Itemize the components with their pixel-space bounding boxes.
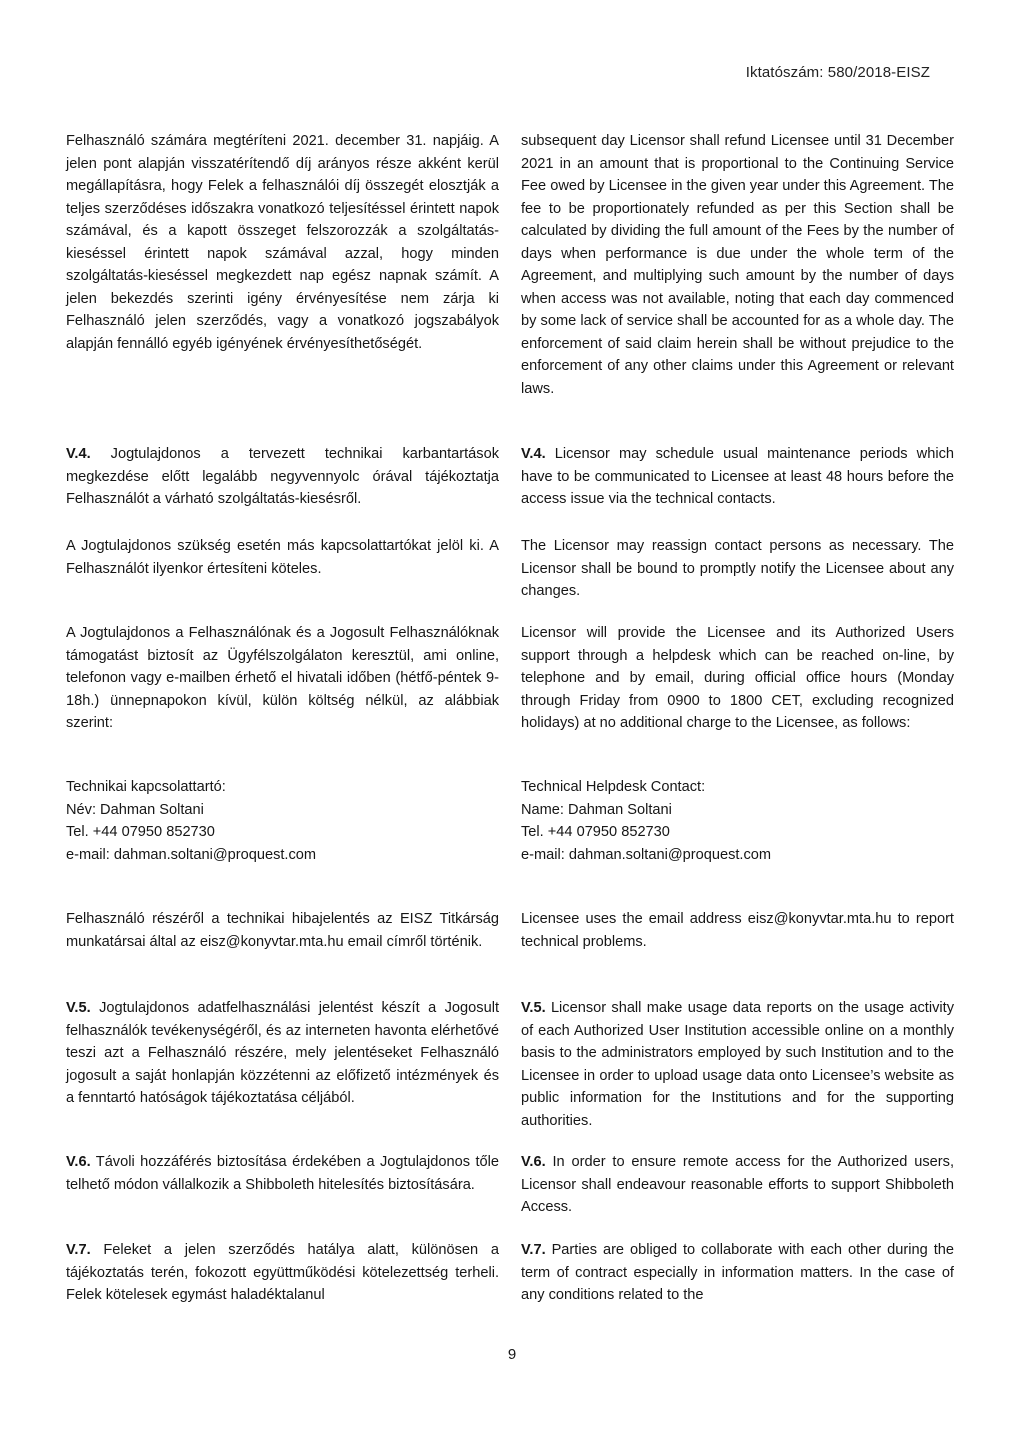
english-text: [521, 535, 954, 603]
contact-phone: Tel. +44 07950 852730: [66, 824, 215, 840]
english-text: [521, 997, 954, 1132]
hungarian-text: [66, 535, 499, 580]
clause-label: V.4.: [521, 446, 546, 462]
paragraph: The Licensor may reassign contact persons as necessary. The Licensor shall be bound to promptly notify the Licensee about any changes.: [521, 538, 954, 599]
page-number: 9: [507, 1346, 517, 1363]
contact-email: e-mail: dahman.soltani@proquest.com: [521, 846, 772, 863]
paragraph: subsequent day Licensor shall refund Licensee until 31 December 2021 in an amount that is proportional to the Continuing Service Fee owed by Licensee in the given year under this Agreement. The fee to be proportionately refunded as per this Section shall be calculated by dividing the full amount of the Fees by the number of days when performance is due under the whole term of the Agreement, and multiplying such amount by the number of days when access was not available, noting that each day commenced by some lack of service shall be accounted for as a whole day. The enforcement of said claim herein shall be without prejudice to the enforcement of any other claims under this Agreement or relevant laws.: [521, 133, 954, 397]
paragraph: Felhasználó részéről a technikai hibajelentés az EISZ Titkárság munkatársai által az eisz@konyvtar.mta.hu email címről történik.: [66, 911, 499, 950]
contact-heading: Technical Helpdesk Contact:: [521, 779, 706, 795]
contact-phone: Tel. +44 07950 852730: [521, 824, 670, 840]
clause-label: V.5.: [521, 1000, 546, 1016]
clause-label: V.5.: [66, 1000, 91, 1016]
paragraph: Parties are obliged to collaborate with each other during the term of contract especially in information matters. In the case of any conditions related to the: [521, 1242, 954, 1303]
hungarian-text: [66, 1151, 499, 1196]
contact-name: Név: Dahman Soltani: [66, 801, 204, 818]
paragraph: Feleket a jelen szerződés hatálya alatt, különösen a tájékoztatás terén, fokozott együttműködési kötelezettség terheli. Felek kötelesek egymást haladéktalanul: [66, 1242, 499, 1303]
paragraph: Licensor may schedule usual maintenance periods which have to be communicated to Licensee at least 48 hours before the access issue via the technical contacts.: [521, 446, 954, 507]
paragraph: A Jogtulajdonos szükség esetén más kapcsolattartókat jelöl ki. A Felhasználót ilyenkor értesíteni köteles.: [66, 538, 499, 577]
hungarian-text: [66, 443, 499, 511]
hungarian-text: [66, 130, 499, 355]
paragraph: In order to ensure remote access for the Authorized users, Licensor shall endeavour reasonable efforts to support Shibboleth Access.: [521, 1154, 955, 1215]
clause-label: V.6.: [521, 1154, 546, 1170]
english-text: [521, 908, 954, 953]
english-contact: [521, 776, 954, 866]
clause-label: V.6.: [66, 1154, 91, 1170]
paragraph: Távoli hozzáférés biztosítása érdekében a Jogtulajdonos tőle telhető módon vállalkozik a Shibboleth hitelesítés biztosítására.: [66, 1154, 499, 1193]
hungarian-text: [66, 622, 499, 735]
paragraph: Licensee uses the email address eisz@konyvtar.mta.hu to report technical problems.: [521, 911, 954, 950]
english-text: [521, 1239, 954, 1307]
english-text: [521, 622, 954, 735]
contact-name: Name: Dahman Soltani: [521, 801, 672, 818]
english-text: [521, 443, 954, 511]
clause-label: V.4.: [66, 446, 91, 462]
paragraph: A Jogtulajdonos a Felhasználónak és a Jogosult Felhasználóknak támogatást biztosít az Ügyfélszolgálaton keresztül, ami online, telefonon vagy e-mailben érhető el hivatali időben (hétfő-péntek 9-18h.) ünnepnapokon kívül, külön költség nélkül, az alábbiak szerint:: [66, 625, 499, 731]
paragraph: Jogtulajdonos adatfelhasználási jelentést készít a Jogosult felhasználók tevékenységéről, és az interneten havonta elérhetővé teszi azt a Felhasználó részére, mely jelentéseket Felhasználó jogosult a saját honlapján közzétenni az előfizető intézmények és a fenntartó hatóságok tájékoztatása céljából.: [66, 1000, 499, 1106]
registration-number: Iktatószám: 580/2018-EISZ: [745, 64, 930, 81]
contact-email: e-mail: dahman.soltani@proquest.com: [66, 846, 317, 863]
hungarian-text: [66, 1239, 499, 1307]
hungarian-text: [66, 997, 499, 1110]
contact-heading: Technikai kapcsolattartó:: [66, 779, 226, 795]
paragraph: Licensor will provide the Licensee and its Authorized Users support through a helpdesk which can be reached on-line, by telephone and by email, during official office hours (Monday through Friday from 0900 to 1800 CET, excluding recognized holidays) at no additional charge to the Licensee, as follows:: [521, 625, 954, 731]
hungarian-text: [66, 908, 499, 953]
clause-label: V.7.: [521, 1242, 546, 1258]
paragraph: Felhasználó számára megtéríteni 2021. december 31. napjáig. A jelen pont alapján visszatérítendő díj arányos része akként kerül megállapításra, hogy Felek a felhasználói díj összegét elosztják a teljes szerződéses időszakra vonatkozó teljesítéssel érintett napok számával, és a kapott összeget felszorozzák a szolgáltatás-kieséssel érintett napok számával azzal, hogy minden szolgáltatás-kieséssel megkezdett nap egész napnak számít. A jelen bekezdés szerinti igény érvényesítése nem zárja ki Felhasználó jelen szerződés, vagy a vonatkozó jogszabályok alapján fennálló egyéb igényének érvényesíthetőségét.: [66, 133, 499, 352]
hungarian-contact: [66, 776, 499, 866]
english-text: [521, 130, 954, 400]
paragraph: Licensor shall make usage data reports on the usage activity of each Authorized User Institution accessible online on a monthly basis to the administrators employed by such Institution and to the Licensee in order to upload usage data onto Licensee’s website as public information for the Institutions and for the supporting authorities.: [521, 1000, 954, 1129]
english-text: [521, 1151, 954, 1219]
clause-label: V.7.: [66, 1242, 91, 1258]
paragraph: Jogtulajdonos a tervezett technikai karbantartások megkezdése előtt legalább negyvennyolc órával tájékoztatja Felhasználót a várható szolgáltatás-kiesésről.: [66, 446, 500, 507]
